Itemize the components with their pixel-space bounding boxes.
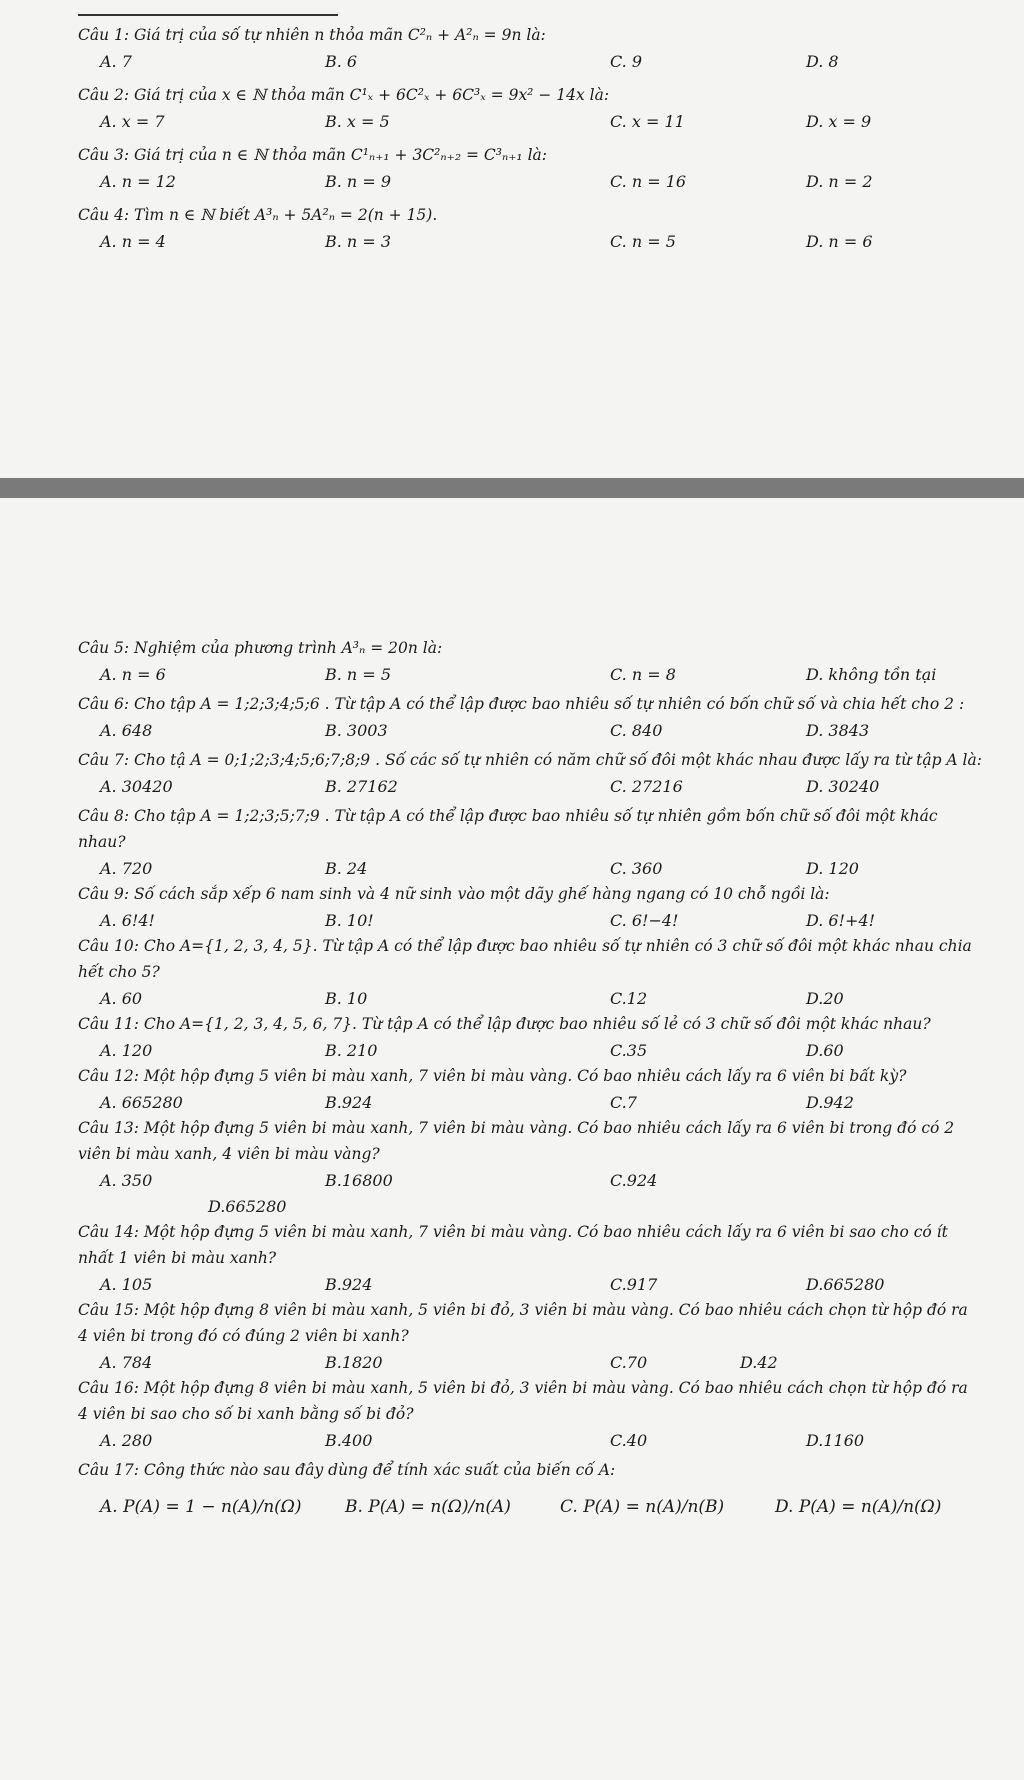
option-a: A. 30420	[100, 777, 173, 796]
question-stem: Câu 17: Công thức nào sau đây dùng để tính xác suất của biến cố A:	[78, 1461, 616, 1479]
question-11	[0, 1011, 1024, 1063]
question-5	[0, 635, 1024, 691]
option-d: D. n = 6	[806, 232, 873, 251]
option-a: A. 350	[100, 1171, 153, 1190]
top-rule	[78, 14, 338, 16]
option-d: D. 120	[806, 859, 859, 878]
option-c: C.35	[610, 1041, 648, 1060]
option-a: A. 120	[100, 1041, 153, 1060]
option-c: C. n = 16	[610, 172, 687, 191]
option-b: B.400	[325, 1431, 373, 1450]
option-b: B. 27162	[325, 777, 398, 796]
option-c: C.12	[610, 989, 648, 1008]
question-stem: Câu 14: Một hộp đựng 5 viên bi màu xanh, 7 viên bi màu vàng. Có bao nhiêu cách lấy ra 6 viên bi sao cho có ít nhất 1 viên bi màu xanh?	[78, 1223, 948, 1267]
option-c: C. 27216	[610, 777, 683, 796]
question-8	[0, 803, 1024, 881]
question-stem: Câu 1: Giá trị của số tự nhiên n thỏa mãn C²ₙ + A²ₙ = 9n là:	[78, 26, 546, 44]
option-c: C. 840	[610, 721, 663, 740]
option-a: A. 6!4!	[100, 911, 155, 930]
option-c: C. 360	[610, 859, 663, 878]
option-a: A. P(A) = 1 − n(A)/n(Ω)	[100, 1497, 302, 1517]
question-9	[0, 881, 1024, 933]
option-d: D.665280	[806, 1275, 885, 1294]
option-d: D. 3843	[806, 721, 870, 740]
option-d: D.942	[806, 1093, 854, 1112]
option-d: D.42	[740, 1353, 778, 1372]
question-17	[0, 1457, 1024, 1535]
question-15	[0, 1297, 1024, 1375]
question-stem: Câu 8: Cho tập A = 1;2;3;5;7;9 . Từ tập A có thể lập được bao nhiêu số tự nhiên gồm bốn chữ số đôi một khác nhau?	[78, 807, 938, 851]
option-d: D.20	[806, 989, 844, 1008]
option-d: D.665280	[208, 1197, 287, 1216]
option-b: B. n = 5	[325, 665, 391, 684]
option-a: A. 105	[100, 1275, 153, 1294]
option-b: B. P(A) = n(Ω)/n(A)	[345, 1497, 511, 1517]
option-a: A. 720	[100, 859, 153, 878]
option-b: B.16800	[325, 1171, 393, 1190]
option-b: B. 24	[325, 859, 368, 878]
option-b: B. 6	[325, 52, 358, 71]
option-b: B. 10!	[325, 911, 374, 930]
page-divider	[0, 478, 1024, 498]
question-7	[0, 747, 1024, 803]
option-a: A. 648	[100, 721, 153, 740]
question-stem: Câu 4: Tìm n ∈ ℕ biết A³ₙ + 5A²ₙ = 2(n + 15).	[78, 206, 438, 224]
option-a: A. 784	[100, 1353, 153, 1372]
question-10	[0, 933, 1024, 1011]
option-c: C. 6!−4!	[610, 911, 679, 930]
question-13	[0, 1115, 1024, 1219]
option-c: C.917	[610, 1275, 658, 1294]
option-b: B.924	[325, 1093, 373, 1112]
option-a: A. 280	[100, 1431, 153, 1450]
option-c: C.7	[610, 1093, 637, 1112]
option-a: A. 7	[100, 52, 132, 71]
question-12	[0, 1063, 1024, 1115]
question-stem: Câu 2: Giá trị của x ∈ ℕ thỏa mãn C¹ₓ + 6C²ₓ + 6C³ₓ = 9x² − 14x là:	[78, 86, 610, 104]
question-stem: Câu 13: Một hộp đựng 5 viên bi màu xanh, 7 viên bi màu vàng. Có bao nhiêu cách lấy ra 6 viên bi trong đó có 2 viên bi màu xanh, 4 viên bi màu vàng?	[78, 1119, 955, 1163]
option-c: C. P(A) = n(A)/n(B)	[560, 1497, 725, 1517]
option-b: B.1820	[325, 1353, 383, 1372]
question-stem: Câu 11: Cho A={1, 2, 3, 4, 5, 6, 7}. Từ tập A có thể lập được bao nhiêu số lẻ có 3 chữ số đôi một khác nhau?	[78, 1015, 931, 1033]
option-d: D. P(A) = n(A)/n(Ω)	[775, 1497, 942, 1517]
option-b: B. 210	[325, 1041, 378, 1060]
option-d: D. 8	[806, 52, 839, 71]
option-d: D. n = 2	[806, 172, 873, 191]
question-6	[0, 691, 1024, 747]
option-a: A. n = 4	[100, 232, 166, 251]
option-c: C.924	[610, 1171, 658, 1190]
worksheet-page-1	[0, 22, 1024, 258]
option-a: A. 60	[100, 989, 143, 1008]
question-14	[0, 1219, 1024, 1297]
question-stem: Câu 7: Cho tậ A = 0;1;2;3;4;5;6;7;8;9 . Số các số tự nhiên có năm chữ số đôi một khác nhau được lấy ra từ tập A là:	[78, 751, 982, 769]
option-a: A. n = 12	[100, 172, 176, 191]
question-16	[0, 1375, 1024, 1453]
question-3	[0, 142, 1024, 198]
option-c: C.70	[610, 1353, 648, 1372]
question-4	[0, 202, 1024, 258]
option-d: D. 30240	[806, 777, 880, 796]
option-b: B. x = 5	[325, 112, 390, 131]
option-c: C. x = 11	[610, 112, 685, 131]
option-c: C.40	[610, 1431, 648, 1450]
question-stem: Câu 9: Số cách sắp xếp 6 nam sinh và 4 nữ sinh vào một dãy ghế hàng ngang có 10 chỗ ngồi là:	[78, 885, 830, 903]
option-c: C. 9	[610, 52, 643, 71]
option-a: A. n = 6	[100, 665, 166, 684]
question-1	[0, 22, 1024, 78]
question-stem: Câu 3: Giá trị của n ∈ ℕ thỏa mãn C¹ₙ₊₁ + 3C²ₙ₊₂ = C³ₙ₊₁ là:	[78, 146, 547, 164]
option-c: C. n = 8	[610, 665, 676, 684]
option-a: A. 665280	[100, 1093, 183, 1112]
question-stem: Câu 15: Một hộp đựng 8 viên bi màu xanh, 5 viên bi đỏ, 3 viên bi màu vàng. Có bao nhiêu cách chọn từ hộp đó ra 4 viên bi trong đó có đúng 2 viên bi xanh?	[78, 1301, 968, 1345]
option-d: D. x = 9	[806, 112, 872, 131]
question-stem: Câu 10: Cho A={1, 2, 3, 4, 5}. Từ tập A có thể lập được bao nhiêu số tự nhiên có 3 chữ số đôi một khác nhau chia hết cho 5?	[78, 937, 972, 981]
option-c: C. n = 5	[610, 232, 676, 251]
question-2	[0, 82, 1024, 138]
option-b: B.924	[325, 1275, 373, 1294]
option-d: D.1160	[806, 1431, 865, 1450]
option-d: D.60	[806, 1041, 844, 1060]
question-stem: Câu 16: Một hộp đựng 8 viên bi màu xanh, 5 viên bi đỏ, 3 viên bi màu vàng. Có bao nhiêu cách chọn từ hộp đó ra 4 viên bi sao cho số bi xanh bằng số bi đỏ?	[78, 1379, 968, 1423]
question-stem: Câu 6: Cho tập A = 1;2;3;4;5;6 . Từ tập A có thể lập được bao nhiêu số tự nhiên có bốn chữ số và chia hết cho 2 :	[78, 695, 965, 713]
option-b: B. n = 9	[325, 172, 391, 191]
option-b: B. 3003	[325, 721, 388, 740]
option-b: B. 10	[325, 989, 368, 1008]
option-d: D. 6!+4!	[806, 911, 876, 930]
option-a: A. x = 7	[100, 112, 165, 131]
option-b: B. n = 3	[325, 232, 391, 251]
option-d: D. không tồn tại	[806, 665, 937, 684]
question-stem: Câu 5: Nghiệm của phương trình A³ₙ = 20n là:	[78, 639, 443, 657]
question-stem: Câu 12: Một hộp đựng 5 viên bi màu xanh, 7 viên bi màu vàng. Có bao nhiêu cách lấy ra 6 viên bi bất kỳ?	[78, 1067, 907, 1085]
worksheet-page-2	[0, 635, 1024, 1535]
